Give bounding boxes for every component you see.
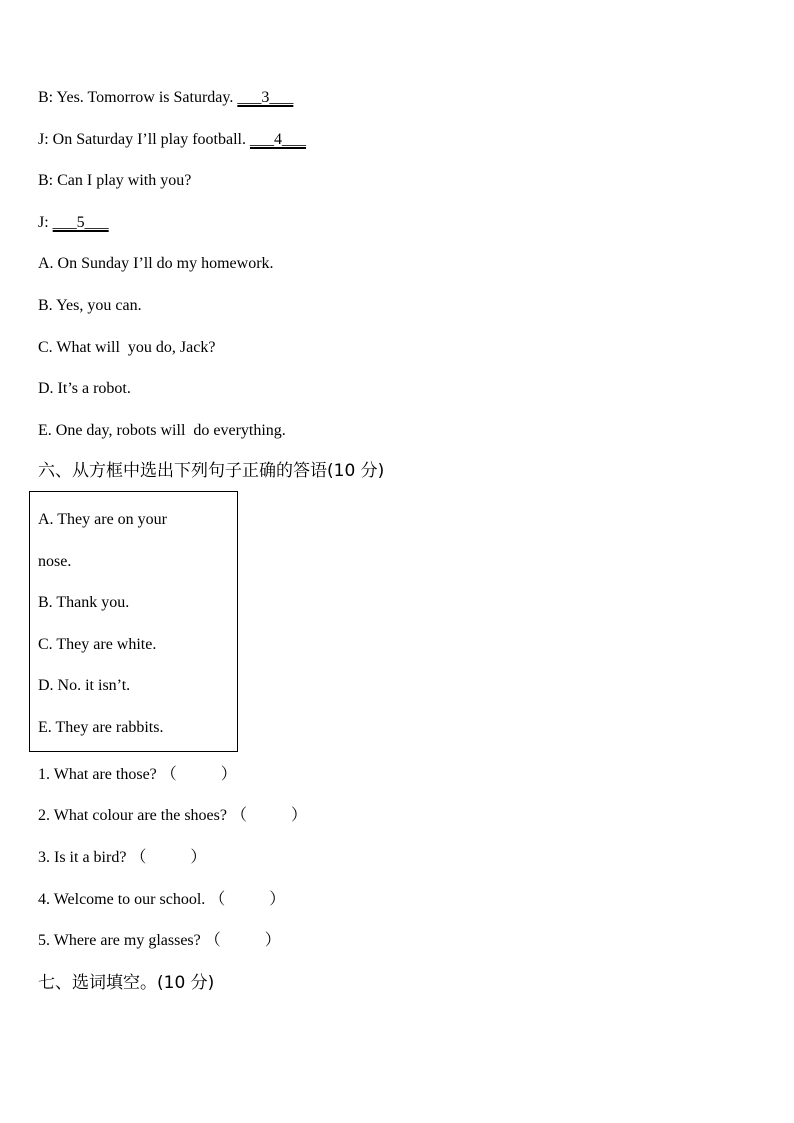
- dialogue-text: J:: [38, 214, 53, 231]
- dialogue-line-4: [38, 213, 109, 233]
- answer-parentheses: （ ）: [209, 891, 286, 908]
- question-text: 3. Is it a bird?: [38, 849, 131, 866]
- box-option-c: C. They are white.: [38, 636, 157, 653]
- question-text: 5. Where are my glasses?: [38, 932, 205, 949]
- option-b: B. Yes, you can.: [38, 297, 142, 314]
- section-7-heading: 七、选词填空。(10 分): [38, 973, 215, 993]
- box-option-a-cont: nose.: [38, 553, 72, 570]
- box-option-e: E. They are rabbits.: [38, 719, 164, 736]
- box-option-d: D. No. it isn’t.: [38, 677, 131, 694]
- dialogue-text: B: Yes. Tomorrow is Saturday.: [38, 89, 238, 106]
- question-text: 1. What are those?: [38, 766, 161, 783]
- question-4: [38, 890, 285, 910]
- answer-parentheses: （ ）: [130, 849, 207, 866]
- box-option-a: A. They are on your: [38, 511, 167, 528]
- dialogue-line-1: [38, 88, 293, 108]
- dialogue-line-2: [38, 130, 306, 150]
- dialogue-text: B: Can I play with you?: [38, 172, 192, 189]
- answer-blank-5: ___5___: [52, 214, 109, 231]
- option-e: E. One day, robots will do everything.: [38, 422, 286, 439]
- answer-box: [29, 491, 238, 752]
- option-c: C. What will you do, Jack?: [38, 339, 216, 356]
- question-2: [38, 806, 307, 826]
- question-text: 2. What colour are the shoes?: [38, 807, 231, 824]
- answer-parentheses: （ ）: [160, 766, 237, 783]
- answer-parentheses: （ ）: [230, 807, 307, 824]
- question-3: [38, 848, 206, 868]
- question-5: [38, 931, 281, 951]
- box-option-b: B. Thank you.: [38, 594, 130, 611]
- option-d: D. It’s a robot.: [38, 380, 131, 397]
- answer-parentheses: （ ）: [204, 932, 281, 949]
- answer-blank-4: ___4___: [249, 131, 306, 148]
- question-text: 4. Welcome to our school.: [38, 891, 210, 908]
- answer-blank-3: ___3___: [237, 89, 294, 106]
- dialogue-line-3: [38, 171, 191, 191]
- section-6-heading: 六、从方框中选出下列句子正确的答语(10 分): [38, 461, 385, 481]
- option-a: A. On Sunday I’ll do my homework.: [38, 255, 274, 272]
- dialogue-text: J: On Saturday I’ll play football.: [38, 131, 250, 148]
- question-1: [38, 765, 237, 785]
